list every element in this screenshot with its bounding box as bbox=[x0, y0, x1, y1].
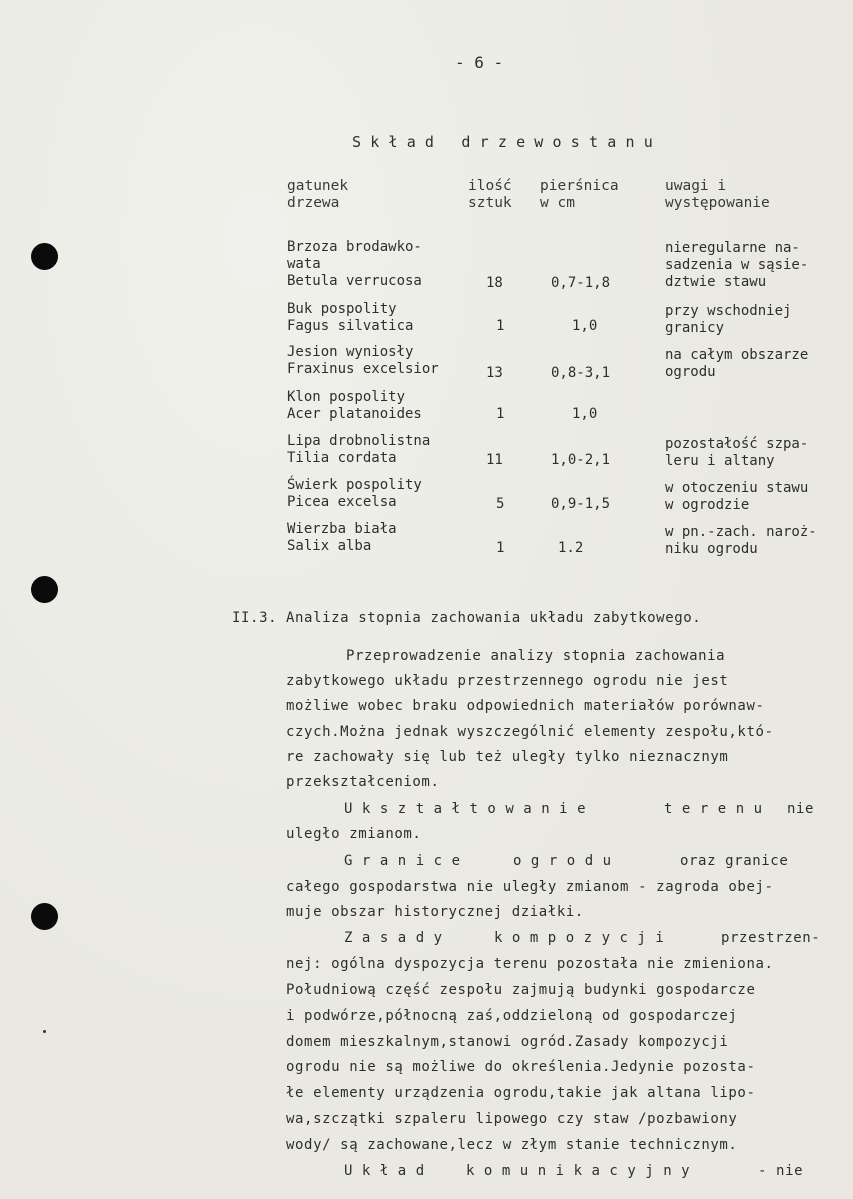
spaced-term: ogrodu bbox=[513, 853, 621, 869]
text-line: muje obszar historycznej działki. bbox=[286, 904, 584, 920]
punch-hole bbox=[31, 903, 58, 930]
text-line: re zachowały się lub też uległy tylko nieznacznym bbox=[286, 749, 729, 765]
row-dbh: 0,7-1,8 bbox=[551, 275, 611, 291]
row-quantity: 1 bbox=[496, 540, 505, 556]
spaced-term: Ukształtowanie bbox=[344, 801, 596, 817]
spaced-term: Układ bbox=[344, 1163, 434, 1179]
row-species-name: Świerk pospolity Picea excelsa bbox=[287, 477, 422, 510]
row-quantity: 11 bbox=[486, 452, 503, 468]
text-line: - nie bbox=[758, 1163, 804, 1179]
text-line: nie bbox=[787, 801, 815, 817]
row-dbh: 1.2 bbox=[558, 540, 584, 556]
text-line: Południową część zespołu zajmują budynki gospodarcze bbox=[286, 982, 756, 998]
row-species-name: Buk pospolity Fagus silvatica bbox=[287, 301, 414, 334]
row-quantity: 5 bbox=[496, 496, 505, 512]
spaced-term: Zasady bbox=[344, 930, 452, 946]
text-line: wody/ są zachowane,lecz w złym stanie technicznym. bbox=[286, 1137, 738, 1153]
header-notes: uwagi i występowanie bbox=[665, 178, 770, 211]
text-line: łe elementy urządzenia ogrodu,takie jak altana lipo- bbox=[286, 1085, 756, 1101]
row-notes: przy wschodniej granicy bbox=[665, 303, 792, 336]
row-dbh: 1,0-2,1 bbox=[551, 452, 611, 468]
text-line: uległo zmianom. bbox=[286, 826, 422, 842]
header-quantity: ilość sztuk bbox=[468, 178, 512, 211]
text-line: całego gospodarstwa nie uległy zmianom - zagroda obej- bbox=[286, 879, 774, 895]
spaced-term: terenu bbox=[664, 801, 772, 817]
text-line: domem mieszkalnym,stanowi ogród.Zasady kompozycji bbox=[286, 1034, 729, 1050]
row-notes: nieregularne na- sadzenia w sąsie- dztwie stawu bbox=[665, 240, 809, 290]
text-line: i podwórze,północną zaś,oddzieloną od gospodarczej bbox=[286, 1008, 738, 1024]
row-dbh: 1,0 bbox=[572, 318, 598, 334]
row-species-name: Jesion wyniosły Fraxinus excelsior bbox=[287, 344, 439, 377]
text-line: nej: ogólna dyspozycja terenu pozostała nie zmieniona. bbox=[286, 956, 774, 972]
row-quantity: 13 bbox=[486, 365, 503, 381]
row-quantity: 18 bbox=[486, 275, 503, 291]
text-line: czych.Można jednak wyszczególnić elementy zespołu,któ- bbox=[286, 724, 774, 740]
row-species-name: Lipa drobnolistna Tilia cordata bbox=[287, 433, 431, 466]
text-line: przekształceniom. bbox=[286, 774, 440, 790]
page-number: - 6 - bbox=[455, 53, 504, 72]
section-title: Analiza stopnia zachowania układu zabytkowego. bbox=[286, 610, 702, 626]
section-number: II.3. bbox=[232, 610, 278, 626]
row-species-name: Wierzba biała Salix alba bbox=[287, 521, 397, 554]
header-species: gatunek drzewa bbox=[287, 178, 349, 211]
row-notes: w pn.-zach. naroż- niku ogrodu bbox=[665, 524, 817, 557]
text-line: możliwe wobec braku odpowiednich materiałów porównaw- bbox=[286, 698, 765, 714]
spaced-term: komunikacyjny bbox=[466, 1163, 700, 1179]
punch-mark bbox=[43, 1030, 46, 1033]
header-dbh: pierśnica w cm bbox=[540, 178, 619, 211]
row-species-name: Brzoza brodawko- wata Betula verrucosa bbox=[287, 239, 422, 289]
row-dbh: 0,8-3,1 bbox=[551, 365, 611, 381]
row-species-name: Klon pospolity Acer platanoides bbox=[287, 389, 422, 422]
row-quantity: 1 bbox=[496, 318, 505, 334]
row-notes: w otoczeniu stawu w ogrodzie bbox=[665, 480, 809, 513]
punch-hole bbox=[31, 576, 58, 603]
table-title: Skład drzewostanu bbox=[352, 133, 662, 151]
row-dbh: 0,9-1,5 bbox=[551, 496, 611, 512]
punch-hole bbox=[31, 243, 58, 270]
text-line: oraz granice bbox=[680, 853, 789, 869]
spaced-term: kompozycji bbox=[494, 930, 674, 946]
row-dbh: 1,0 bbox=[572, 406, 598, 422]
text-line: przestrzen- bbox=[721, 930, 821, 946]
spaced-term: Granice bbox=[344, 853, 470, 869]
text-line: wa,szczątki szpaleru lipowego czy staw /pozbawiony bbox=[286, 1111, 738, 1127]
row-quantity: 1 bbox=[496, 406, 505, 422]
text-line: zabytkowego układu przestrzennego ogrodu nie jest bbox=[286, 673, 729, 689]
text-line: Przeprowadzenie analizy stopnia zachowania bbox=[346, 648, 726, 664]
row-notes: na całym obszarze ogrodu bbox=[665, 347, 809, 380]
row-notes: pozostałość szpa- leru i altany bbox=[665, 436, 809, 469]
text-line: ogrodu nie są możliwe do określenia.Jedynie pozosta- bbox=[286, 1059, 756, 1075]
